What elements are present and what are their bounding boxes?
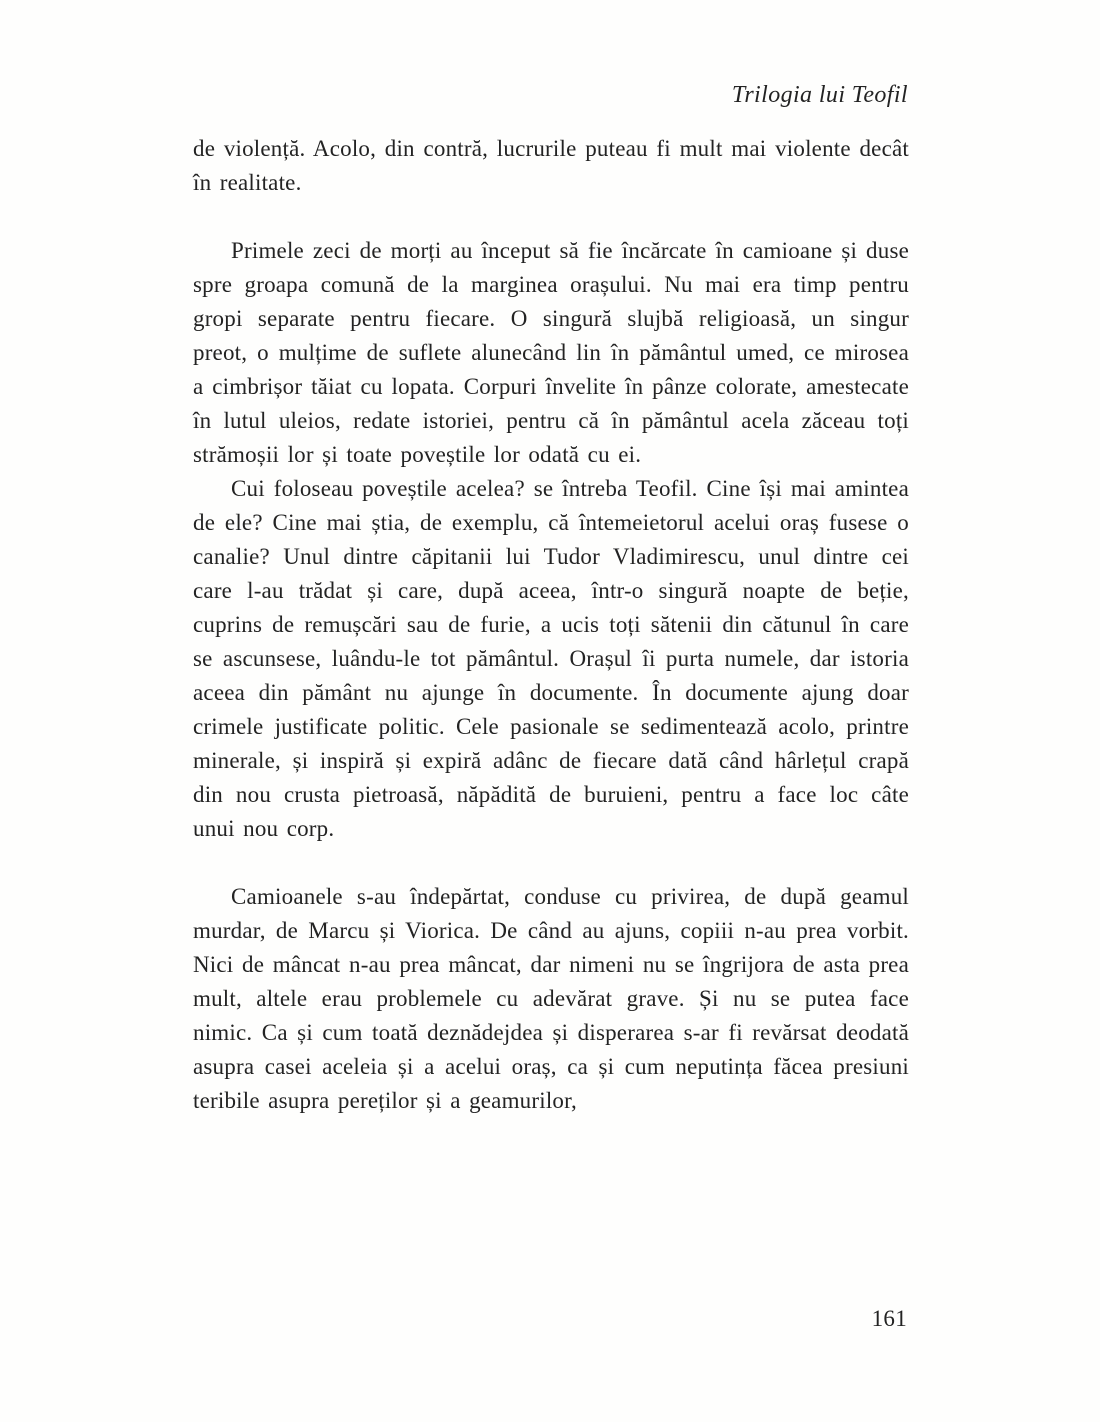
paragraph: de violență. Acolo, din contră, lucrurile puteau fi mult mai violente decât în realitate.: [193, 136, 909, 195]
page-content: [193, 132, 909, 1118]
page-number: 161: [871, 1306, 907, 1331]
paragraph: Camioanele s-au îndepărtat, conduse cu privirea, de după geamul murdar, de Marcu și Viorica. De când au ajuns, copiii n-au prea vorbit. Nici de mâncat n-au prea mâncat, dar nimeni nu se îngrijora de asta prea mult, altele erau problemele cu adevărat grave. Și nu se putea face nimic. Ca și cum toată deznădejdea și disperarea s-ar fi revărsat deodată asupra casei aceleia și a acelui oraș, ca și cum neputința făcea presiuni teribile asupra pereților și a geamurilor,: [193, 884, 909, 1113]
paragraph: Cui foloseau poveștile acelea? se întreba Teofil. Cine își mai amintea de ele? Cine mai știa, de exemplu, că întemeietorul acelui oraș fusese o canalie? Unul dintre căpitanii lui Tudor Vladimirescu, unul dintre cei care l-au trădat și care, după aceea, într-o singură noapte de beție, cuprins de remușcări sau de furie, a ucis toți sătenii din cătunul în care se ascunsese, luându-le tot pământul. Orașul îi purta numele, dar istoria aceea din pământ nu ajunge în documente. În documente ajung doar crimele justificate politic. Cele pasionale se sedimentează acolo, printre minerale, și inspiră și expiră adânc de fiecare dată când hârlețul crapă din nou crusta pietroasă, năpădită de buruieni, pentru a face loc câte unui nou corp.: [193, 476, 909, 841]
paragraph: Primele zeci de morți au început să fie încărcate în camioane și duse spre groapa comună de la marginea orașului. Nu mai era timp pentru gropi separate pentru fiecare. O singură slujbă religioasă, un singur preot, o mulțime de suflete alunecând lin în pământul umed, ce mirosea a cimbrișor tăiat cu lopata. Corpuri învelite în pânze colorate, amestecate în lutul uleios, redate istoriei, pentru că în pământul acela zăceau toți strămoșii lor și toate poveștile lor odată cu ei.: [193, 238, 909, 467]
running-header: Trilogia lui Teofil: [731, 82, 908, 108]
